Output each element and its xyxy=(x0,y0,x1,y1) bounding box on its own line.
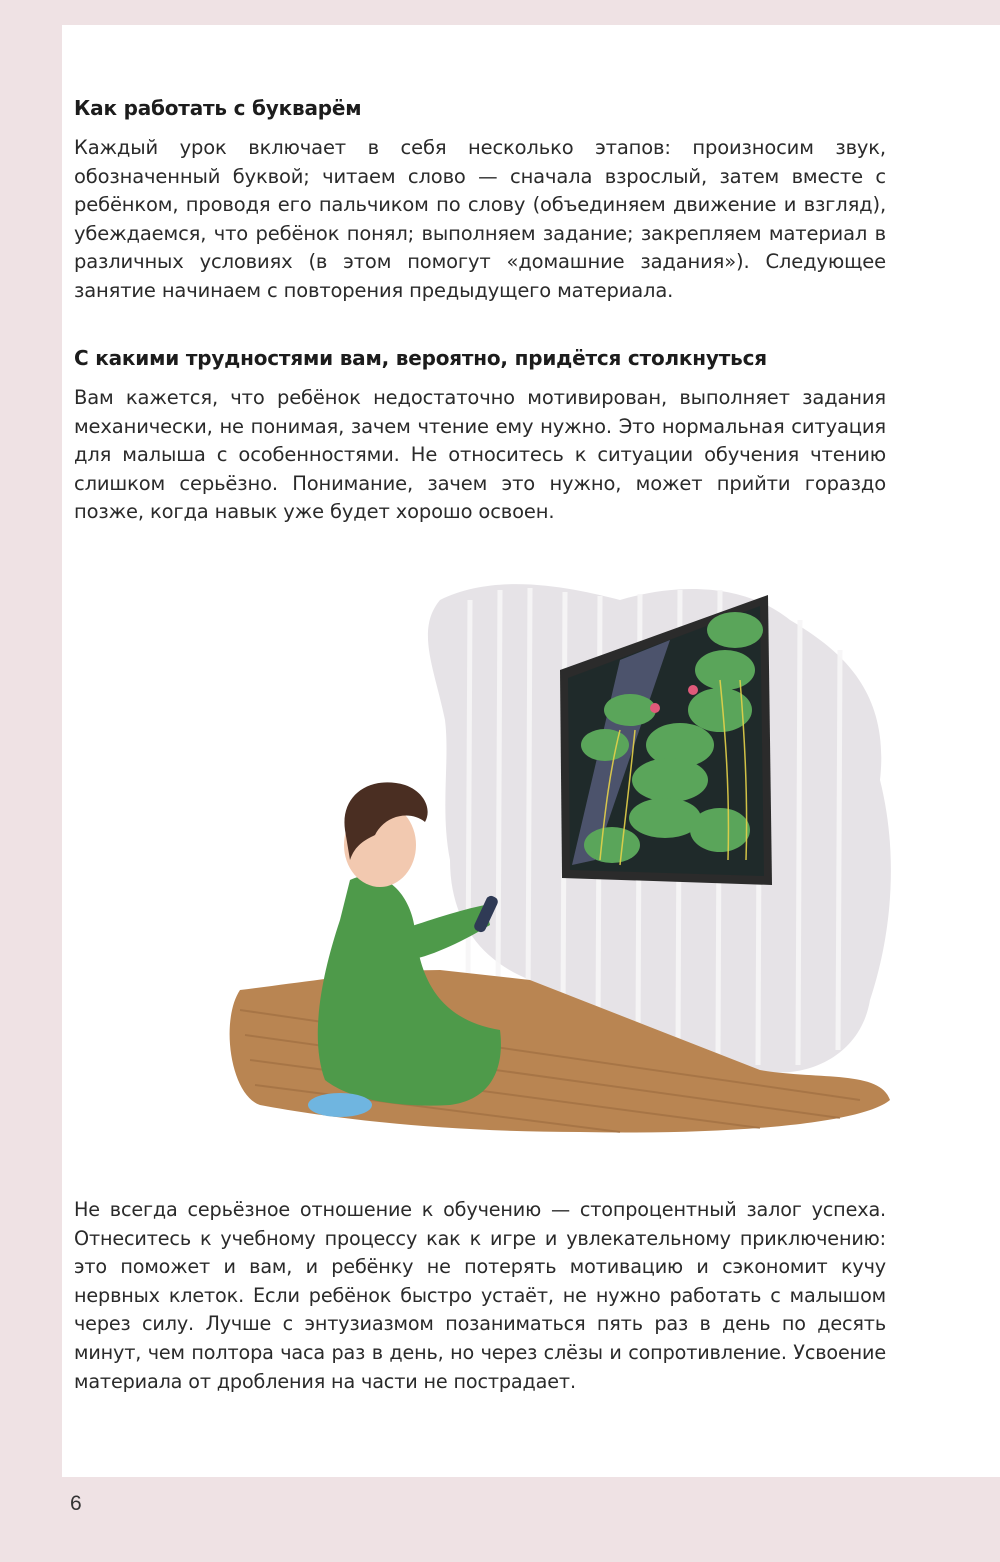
section-paragraph: Не всегда серьёзное отношение к обучению — стопроцентный залог успеха. Отнеситесь к учебному процессу как к игре и увлекательному приключению: это поможет и вам, и ребёнку не потерять мотивацию и сэкономит кучу нервных клеток. Если ребёнок быстро устаёт, не нужно работать с малышом через силу. Лучше с энтузиазмом позаниматься пять раз в день по десять минут, чем полтора часа раз в день, но через слёзы и сопротивление. Усвоение материала от дробления на части не пострадает. xyxy=(74,1198,886,1393)
page-number: 6 xyxy=(70,1492,82,1515)
section-how-to-work xyxy=(74,96,886,306)
section-motivation xyxy=(74,1196,886,1396)
section-heading: Как работать с букварём xyxy=(74,96,362,120)
section-difficulties xyxy=(74,346,886,527)
boy-watching-tv-illustration xyxy=(200,560,900,1140)
section-paragraph: Вам кажется, что ребёнок недостаточно мотивирован, выполняет задания механически, не понимая, зачем чтение ему нужно. Это нормальная ситуация для малыша с особенностями. Не относитесь к ситуации обучения чтению слишком серьёзно. Понимание, зачем это нужно, может прийти гораздо позже, когда навык уже будет хорошо освоен. xyxy=(74,386,886,524)
section-heading: С какими трудностями вам, вероятно, придётся столкнуться xyxy=(74,346,767,370)
section-paragraph: Каждый урок включает в себя несколько этапов: произносим звук, обозначенный буквой; читаем слово — сначала взрослый, затем вместе с ребёнком, проводя его пальчиком по слову (объединяем движение и взгляд), убеждаемся, что ребёнок понял; выполняем задание; закрепляем материал в различных условиях (в этом помогут «домашние задания»). Следующее занятие начинаем с повторения предыдущего материала. xyxy=(74,136,886,302)
